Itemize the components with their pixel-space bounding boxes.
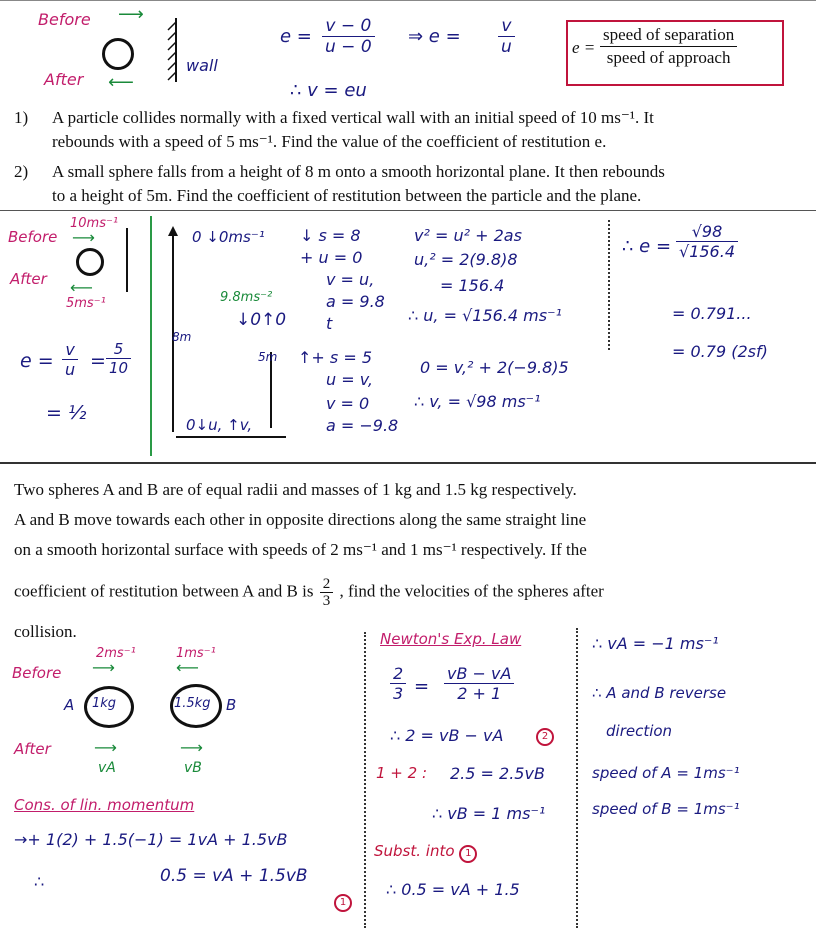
eq1-frac: $\frac{v - 0}{u - 0}$ [322,16,375,57]
conclusion-4: speed of B = 1ms⁻¹ [592,800,740,818]
mark-2: 2 [536,728,554,746]
calc1-line3: = 156.4 [440,276,505,295]
suvat1-u: + u = 0 [300,248,363,267]
eq1-left: e = [280,26,312,47]
wall-label: wall [186,56,218,75]
q3-line1: Two spheres A and B are of equal radii and masses of 1 kg and 1.5 kg respectively. [14,480,577,499]
newton-heading: Newton's Exp. Law [380,630,522,648]
sol3-speed-b: 1ms⁻¹ [176,646,216,661]
sol2-start: 0 ↓0ms⁻¹ [192,228,265,246]
sol2-5m: 5m [258,350,278,364]
sphere-b-mass: 1.5kg [174,696,211,711]
sol1-vu-frac: $\frac{v}{u}$ [62,340,78,379]
section-divider-1 [0,210,816,211]
suvat2-u: u = v, [326,370,373,389]
before-label: Before [38,10,91,29]
calc2-line1: 0 = v,² + 2(−9.8)5 [420,358,569,377]
sol3-arrow-a-icon: ⟶ [92,658,115,677]
momentum-therefore: ∴ [34,872,45,891]
sol1-wall [126,228,128,292]
conclusion-2: direction [606,722,673,740]
result-frac: $\frac{√98}{√156.4}$ [676,222,738,261]
conclusion-3: speed of A = 1ms⁻¹ [592,764,740,782]
suvat1-t: t [326,314,333,333]
q3-line4b: , find the velocities of the spheres after [339,581,604,601]
subst-label: Subst. into 1 [374,842,477,863]
suvat1-v: v = u, [326,270,375,289]
section-divider-2 [0,462,816,464]
calc1-line2: u,² = 2(9.8)8 [414,250,518,269]
therefore-v-eq: ∴ v = eu [290,80,367,101]
sol2-dotted-divider [608,220,610,350]
sol1-half: = ½ [46,402,87,424]
q3-e-frac: $\frac{2}{3}$ [320,576,334,609]
after-label: After [44,70,84,89]
add-equations: 1 + 2 : [376,764,428,782]
sphere-a-label: A [64,696,75,714]
sol2-g: 9.8ms⁻² [220,290,273,305]
momentum-heading: Cons. of lin. momentum [14,796,195,814]
sol2-bottom: 0↓u, ↑v, [186,416,253,434]
sol1-after-label: After [10,270,47,288]
q3-line5: collision. [14,622,77,641]
q3-line4a: coefficient of restitution between A and B is [14,581,314,601]
suvat2-v: v = 0 [326,394,370,413]
suvat1-a: a = 9.8 [326,292,385,311]
suvat2-s: ↑+ s = 5 [298,348,372,367]
sol2-8m: 8m [172,330,192,344]
subst-eq: ∴ 0.5 = vA + 1.5 [386,880,520,899]
sol3-divider-1 [364,632,366,928]
q2-number: 2) [14,162,29,181]
momentum-eq1: →+ 1(2) + 1.5(−1) = 1vA + 1.5vB [14,830,288,849]
sol1-divider [150,216,152,456]
sol1-eq-sign: = [90,350,106,372]
sphere-b-label: B [226,696,237,714]
conclusion-1: ∴ A and B reverse [592,684,727,702]
suvat2-a: a = −9.8 [326,416,399,435]
q2-line2: to a height of 5m. Find the coefficient of restitution between the particle and the plane. [52,186,642,205]
sol2-impact: ↓0↑0 [236,310,287,330]
eq1-arrow: ⇒ e = [408,26,461,47]
calc1-line4: ∴ u, = √156.4 ms⁻¹ [408,306,562,325]
va-result: ∴ vA = −1 ms⁻¹ [592,634,719,653]
sol3-after-label: After [14,740,51,758]
box-e: e = [572,38,596,57]
result-2sf: = 0.79 (2sf) [672,342,768,361]
q1-line1: A particle collides normally with a fixed vertical wall with an initial speed of 10 ms⁻¹. It [52,108,654,127]
momentum-eq2: 0.5 = vA + 1.5vB [160,866,308,886]
box-frac: speed of separation speed of approach [600,24,737,69]
vb-result: ∴ vB = 1 ms⁻¹ [432,804,546,823]
nl-eq-sign: = [414,676,430,697]
sol3-divider-2 [576,628,578,928]
sol1-before-label: Before [8,228,58,246]
sol1-5-10-frac: $\frac{5}{10}$ [106,340,131,377]
wall-icon [166,18,180,82]
add-result: 2.5 = 2.5vB [450,764,545,783]
sol1-speed-after: 5ms⁻¹ [66,296,106,311]
sol3-arrow-b-icon: ⟵ [176,658,199,677]
mark-1: 1 [334,894,352,912]
before-arrow-icon: ⟶ [118,4,144,25]
sol1-speed-before: 10ms⁻¹ [70,216,119,231]
top-border [0,0,816,1]
nl-frac: $\frac{vB - vA}{2 + 1}$ [444,664,514,703]
q2-line1: A small sphere falls from a height of 8 m onto a smooth horizontal plane. It then rebounds [52,162,665,181]
sol1-particle [76,248,104,276]
sol3-vb: vB [184,760,202,776]
q3-line2: A and B move towards each other in opposite directions along the same straight line [14,510,587,529]
sphere-a-mass: 1kg [92,696,117,711]
sol3-before-label: Before [12,664,62,682]
suvat1-s: ↓ s = 8 [300,226,361,245]
q1-line2: rebounds with a speed of 5 ms⁻¹. Find the value of the coefficient of restitution e. [52,132,607,151]
sol2-ground [176,436,286,438]
particle-circle [102,38,134,70]
q3-line4 [14,576,604,609]
nl-lhs: $\frac{2}{3}$ [390,664,406,703]
calc2-line2: ∴ v, = √98 ms⁻¹ [414,392,541,411]
eq2-frac: $\frac{v}{u}$ [498,16,515,57]
sol1-arrow-right-icon: ⟶ [72,228,95,247]
q3-line3: on a smooth horizontal surface with speeds of 2 ms⁻¹ and 1 ms⁻¹ respectively. If the [14,540,587,559]
sol3-after-arrow-b-icon: ⟶ [180,738,203,757]
sol1-e-left: e = [20,350,54,372]
after-arrow-icon: ⟵ [108,72,134,93]
sol3-va: vA [98,760,116,776]
sol3-speed-a: 2ms⁻¹ [96,646,136,661]
calc1-line1: v² = u² + 2as [414,226,522,245]
nl-line2: ∴ 2 = vB − vA [390,726,504,745]
result-decimal: = 0.791... [672,304,752,323]
result-e: ∴ e = [622,236,672,257]
sol1-arrow-left-icon: ⟵ [70,278,93,297]
q1-number: 1) [14,108,29,127]
sol3-after-arrow-a-icon: ⟶ [94,738,117,757]
